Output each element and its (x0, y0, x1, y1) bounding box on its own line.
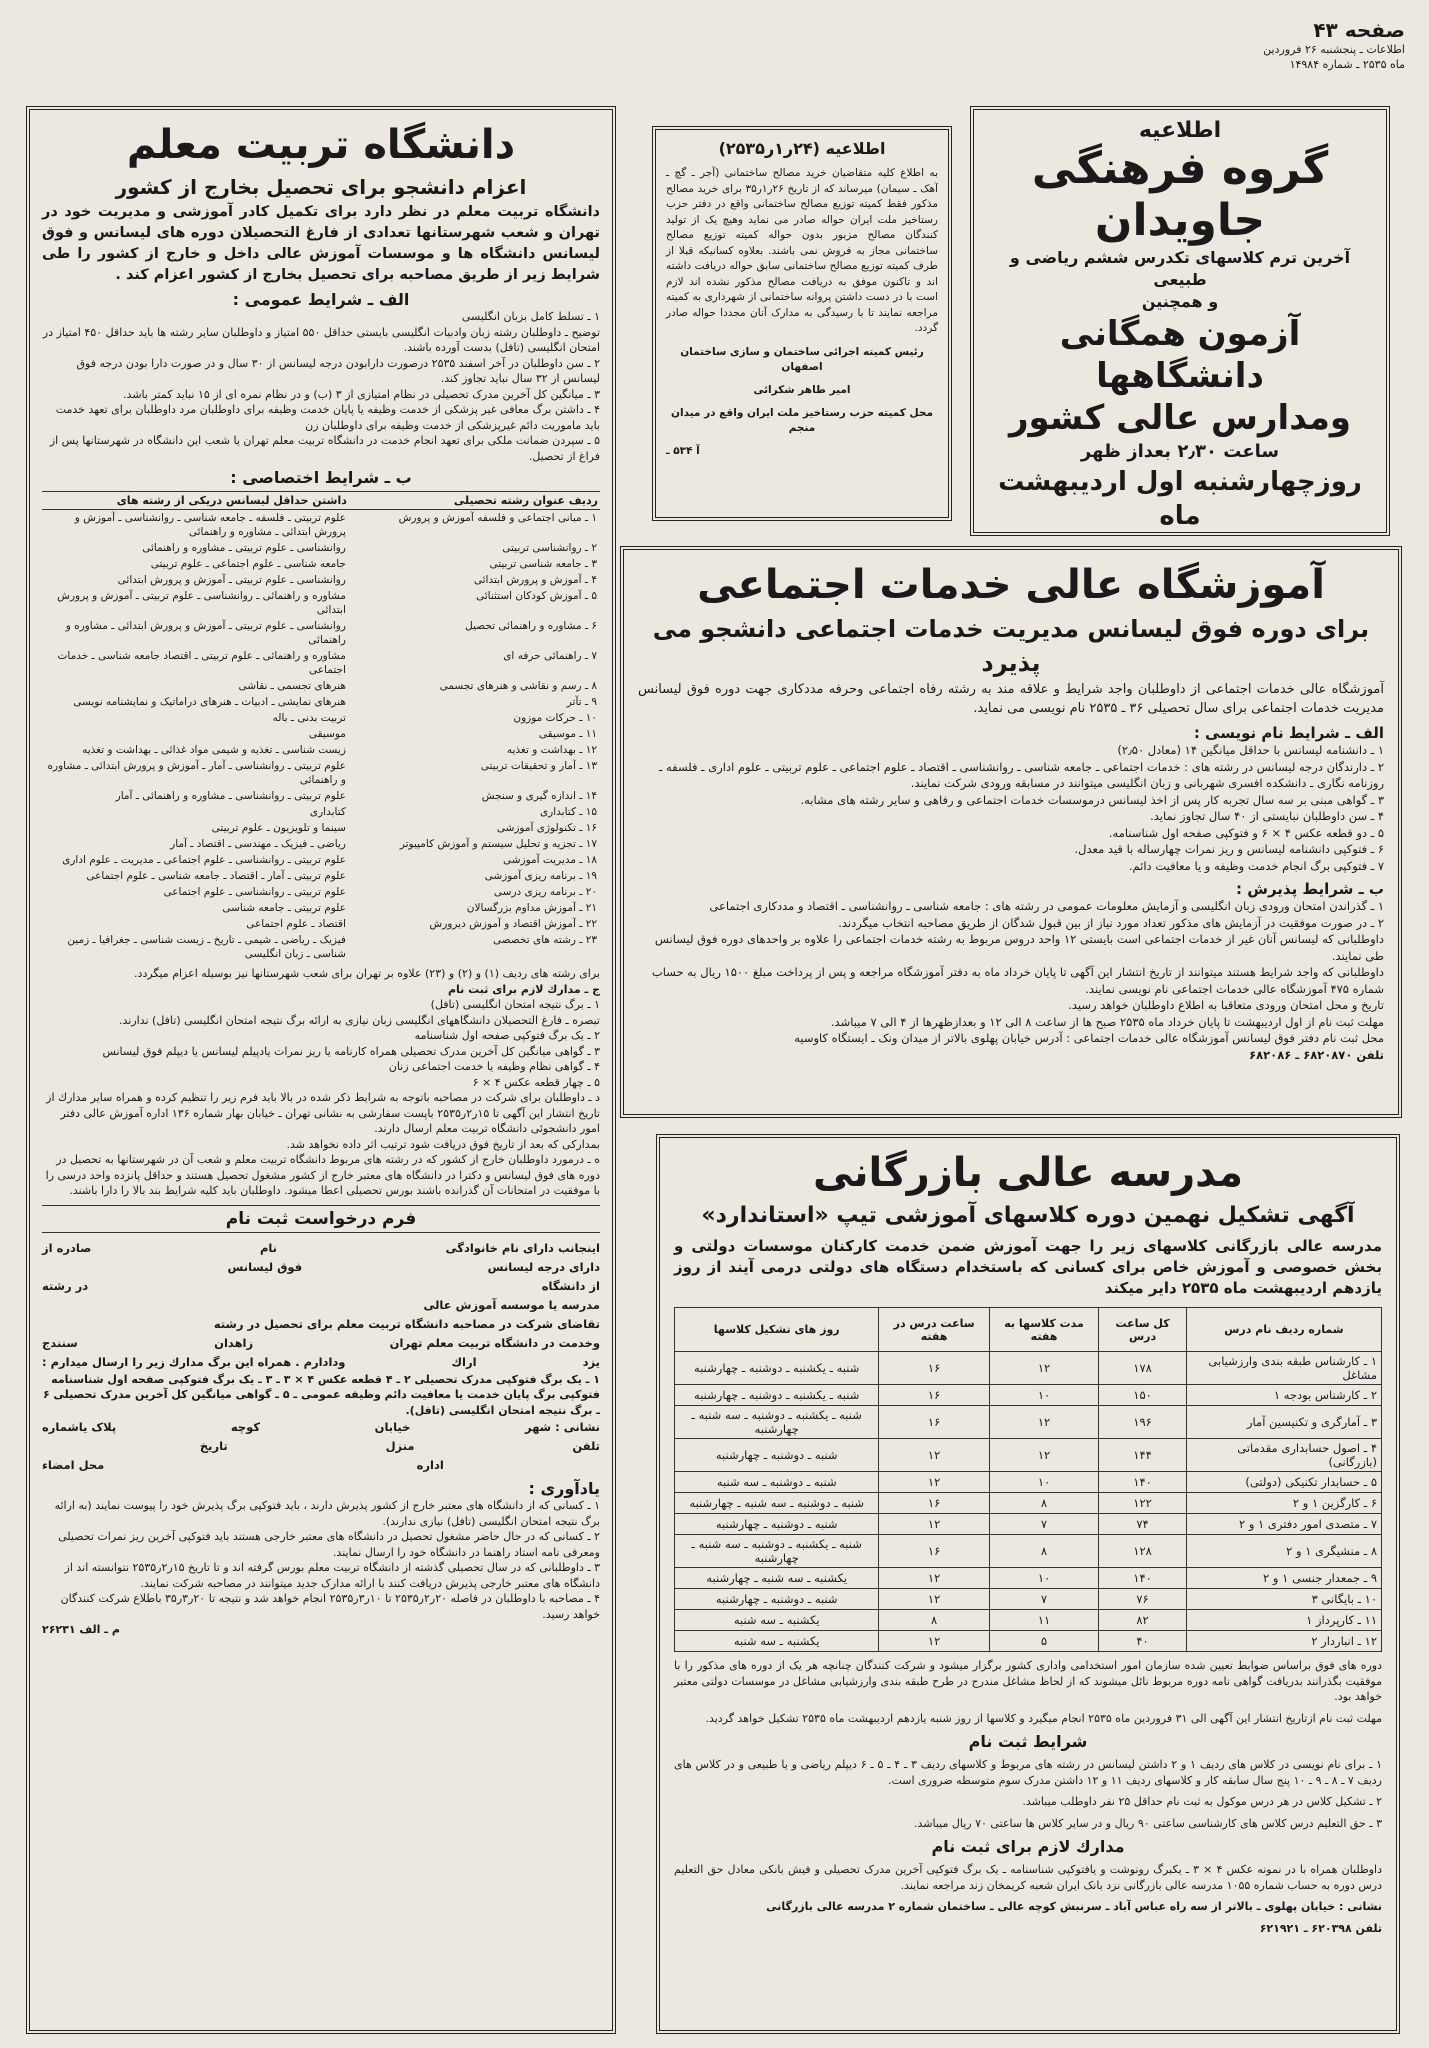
field-title: ۵ ـ آموزش کودکان استثنائی (475, 590, 597, 602)
commerce-address: نشانی : خیابان پهلوی ـ بالاتر از سه راه عباس آباد ـ سرنبش کوچه عالی ـ ساختمان شماره ۲ مدرسه عالی بازرگانی (766, 1900, 1382, 1913)
social-b2: ۲ ـ در صورت موفقیت در آزمایش های مذکور تعداد مورد نیاز از بین قبول شدگان از طریق مصاحبه انتخاب میگردند. (838, 915, 1384, 930)
field-title: ۱۹ ـ برنامه ریزی آموزشی (484, 870, 597, 882)
field-prereq: تربیت بدنی ـ باله (272, 712, 346, 724)
course-cell: ۸۲ (1099, 1610, 1186, 1631)
field-title: ۱۱ ـ موسیقی (538, 728, 597, 740)
course-row (675, 1589, 1382, 1610)
materials-notice (652, 126, 952, 521)
course-cell: شنبه ـ یکشنبه ـ دوشنبه ـ سه شنبه ـ چهارشنبه (675, 1535, 879, 1568)
course-cell: ۷ (989, 1514, 1099, 1535)
field-row (42, 510, 600, 541)
social-a5: ۵ ـ دو قطعه عکس ۴ × ۶ و فتوکپی صفحه اول شناسنامه. (1108, 825, 1384, 840)
course-cell: شنبه ـ دوشنبه ـ سه شنبه ـ چهارشنبه (675, 1493, 879, 1514)
tarbiat-a4: ۳ ـ میانگین کل آخرین مدرک تحصیلی در نظام امتیازی از ۳ (ب) و در نظام نمره ای از ۱۵ نباید کمتر باشد. (123, 387, 600, 401)
fields-table-body (42, 510, 600, 963)
form-degree-ma: فوق لیسانس (227, 1259, 303, 1274)
field-title: ۱۶ ـ تکنولوژی آموزشی (496, 822, 597, 834)
form-row-4 (42, 1296, 600, 1315)
form-row-2 (42, 1258, 600, 1277)
field-prereq: مشاوره و راهنمائی ـ علوم تربیتی ـ اقتصاد جامعه شناسی ـ خدمات اجتماعی (57, 650, 346, 676)
tarbiat-n2: ۲ ـ کسانی که در حال حاضر مشغول تحصیل در دانشگاه های معتبر خارجی هستند باید فتوکپی آخرین ریز نمرات تحصیلی ومعرفی نامه استاد راهنما در دانشگاه خود را ارسال نمایند. (58, 1530, 600, 1559)
notice-signature-1: رئیس کمیته اجرائی ساختمان و سازی ساختمان اصفهان (680, 345, 924, 373)
field-prereq: جامعه شناسی ـ علوم اجتماعی ـ علوم تربیتی (150, 558, 346, 570)
field-title: ۴ ـ آموزش و پرورش ابتدائی (473, 574, 597, 586)
tarbiat-n3: ۳ ـ داوطلبانی که در سال تحصیلی گذشته از دانشگاه تربیت معلم بورس گرفته اند و تا تاریخ ۱۵ر۲ر۲۵۳۵ نتوانسته اند از دانشگاه های معتبر خارجی پذیرش دریافت کنند با ارائه مدارک جدید میتوانند در مصاحبه شرکت نمایند. (64, 1561, 600, 1590)
course-cell: ۶ ـ کارگزین ۱ و ۲ (1186, 1493, 1381, 1514)
course-cell: ۷ ـ متصدی امور دفتری ۱ و ۲ (1186, 1514, 1381, 1535)
course-cell: ۱۰ (989, 1568, 1099, 1589)
form-phone: تلفن (572, 1439, 600, 1453)
field-row (42, 540, 600, 556)
course-col-header: کل ساعت درس (1099, 1308, 1186, 1352)
form-row-sign (42, 1456, 600, 1475)
form-row-phone (42, 1437, 600, 1456)
course-cell: ۱۲۸ (1099, 1535, 1186, 1568)
field-row (42, 556, 600, 572)
course-row (675, 1514, 1382, 1535)
course-cell: ۱۴۴ (1099, 1439, 1186, 1472)
field-title: ۲۰ ـ برنامه ریزی درسی (493, 886, 597, 898)
form-zahedan: زاهدان (214, 1335, 254, 1350)
javidan-place (984, 533, 1376, 536)
notes-title: یادآوری : (528, 1479, 600, 1498)
field-prereq: علوم تربیتی ـ فلسفه ـ جامعه شناسی ـ روانشناسی ـ آموزش و پرورش ابتدائی ـ مشاوره و راهنمائی (74, 512, 346, 538)
field-prereq: اقتصاد ـ علوم اجتماعی (246, 918, 346, 930)
commerce-d1: داوطلبان همراه با در نمونه عکس ۴ × ۳ ـ یکبرگ رونوشت و یافتوکپی شناسنامه ـ یک برگ فتوکپی آخرین مدرک تحصیلی و فیش بانکی معادل حق التعلیم درس دوره به حساب شماره ۱۰۵۵ مدرسه عالی بازرگانی نزد بانک ایران شعبه کریمخان زند مراجعه نمایند. (674, 1863, 1382, 1892)
course-row (675, 1406, 1382, 1439)
field-title: ۱۲ ـ بهداشت و تغذیه (506, 744, 597, 756)
course-cell: ۷۶ (1099, 1589, 1186, 1610)
masthead (1205, 18, 1405, 72)
field-row (42, 788, 600, 804)
social-subtitle: برای دوره فوق لیسانس مدیریت خدمات اجتماعی دانشجو می پذیرد (652, 615, 1370, 677)
course-cell: شنبه ـ یکشنبه ـ دوشنبه ـ چهارشنبه (675, 1385, 879, 1406)
fields-col-left: داشتن حداقل لیسانس دریکی از رشته های (42, 492, 349, 510)
field-row (42, 852, 600, 868)
form-street: خیابان (374, 1420, 411, 1434)
field-prereq: علوم تربیتی ـ آمار ـ اقتصاد ـ جامعه شناسی ـ علوم اجتماعی (86, 870, 346, 882)
social-title: آموزشگاه عالی خدمات اجتماعی (697, 562, 1325, 608)
social-a2: ۲ ـ دارندگان درجه لیسانس در رشته های : خدمات اجتماعی ـ جامعه شناسی ـ روانشناسی ـ اقتصاد ـ علوم اجتماعی ـ علوم تربیتی ـ علوم اداری ـ فلسفه ـ روزنامه نگاری ـ دانشکده افسری شهربانی و زبان انگلیسی میتوانند در مسابقه ورودی شرکت نمایند. (658, 759, 1384, 790)
javidan-date: روزچهارشنبه اول اردیبهشت ماه (998, 467, 1362, 531)
course-cell: ۱۰ (989, 1385, 1099, 1406)
tarbiat-p4: تبصره ـ فارغ التحصیلان دانشگاههای انگلیسی زبان نیازی به ارائه برگ نتیجه امتحان انگلیسی (تافل) ندارند. (119, 1013, 600, 1027)
tarbiat-p5: ۲ ـ یک برگ فتوکپی صفحه اول شناسنامه (414, 1029, 600, 1042)
social-section-b: ب ـ شرایط پذیرش : (1236, 880, 1384, 898)
tarbiat-section-a: الف ـ شرایط عمومی : (232, 290, 410, 309)
social-intro: آموزشگاه عالی خدمات اجتماعی از داوطلبان واجد شرایط و علاقه مند به رشته رفاه اجتماعی وحرفه مددکاری جهت دوره فوق لیسانس مدیریت خدمات اجتماعی برای سال تحصیلی ۳۶ ـ ۲۵۳۵ نام نویسی می نماید. (638, 682, 1384, 716)
field-title: ۹ ـ تآتر (566, 696, 597, 708)
form-degree-ba: دارای درجه لیسانس (487, 1259, 600, 1274)
field-row (42, 694, 600, 710)
field-title: ۱۳ ـ آمار و تحقیقات تربیتی (480, 760, 597, 772)
form-plaque: پلاک یاشماره (42, 1420, 117, 1434)
commerce-phone: تلفن ۶۲۰۳۹۸ ـ ۶۲۱۹۲۱ (1259, 1921, 1382, 1935)
social-b7: محل ثبت نام دفتر فوق لیسانس آموزشگاه عالی خدمات اجتماعی : آدرس خیابان پهلوی بالاتر از میدان ونک ـ ایستگاه کاوسیه (794, 1031, 1384, 1045)
field-prereq: روانشناسی ـ علوم تربیتی ـ آموزش و پرورش ابتدائی (117, 574, 346, 586)
field-prereq: موسیقی (308, 728, 346, 740)
field-prereq: مشاوره و راهنمائی ـ روانشناسی ـ علوم تربیتی ـ آموزش و پرورش ابتدائی (57, 590, 346, 616)
form-row-1 (42, 1239, 600, 1258)
course-col-header: مدت کلاسها به هفته (989, 1308, 1099, 1352)
field-title: ۲۲ ـ آموزش اقتصاد و آموزش دیرورش (429, 918, 597, 930)
social-b3: داوطلبانی که لیسانس آنان غیر از خدمات اجتماعی است بایستی ۱۲ واحد دروس مربوط به رشته خدمات اجتماعی را علاوه بر واحدهای دوره فوق لیسانس طی نمایند. (654, 932, 1384, 963)
tarbiat-p11: ه ـ درمورد داوطلبان خارج از کشور که در رشته های مربوط دانشگاه تربیت معلم و شعب آن در شهرستانها به تحصیل در دوره های فوق لیسانس و دکترا در دانشگاه های معتبر خارج از کشور مشغول تحصیل هستند و حداقل پانزده واحد درسی را با موفقیت در امتحانات آن گذرانده باشند بورس تحصیلی اعطا میشود. داوطلبان باید کلیه شرایط بند بالا را دارا باشند. (45, 1153, 600, 1197)
tarbiat-code: م ـ الف ۲۶۲۳۱ (42, 1623, 120, 1636)
form-institute: مدرسه یا موسسه آموزش عالی (423, 1297, 600, 1312)
social-b4: داوطلبانی که واجد شرایط هستند میتوانند از تاریخ انتشار این آگهی تا پایان خرداد ماه به دفتر آموزشگاه مراجعه و پس از پرداخت مبلغ ۱۵۰۰ ریال به حساب شماره ۴۷۵ آموزشگاه عالی خدمات اجتماعی نام نویسی نمایند. (651, 965, 1384, 996)
course-cell: ۱ ـ کارشناس طبقه بندی وارزشیابی مشاغل (1186, 1352, 1381, 1385)
field-title: ۱۴ ـ اندازه گیری و سنجش (481, 790, 597, 802)
field-row (42, 820, 600, 836)
form-attach: ودادارم . همراه این برگ مدارك زیر را ارسال میدارم : (42, 1354, 346, 1369)
course-row (675, 1385, 1382, 1406)
course-cell: ۲ ـ کارشناس بودجه ۱ (1186, 1385, 1381, 1406)
notice-signature-3: محل کمیته حزب رستاخیز ملت ایران واقع در میدان منجم (671, 406, 933, 434)
course-cell: ۱۲ (879, 1514, 989, 1535)
tarbiat-n1: ۱ ـ کسانی که از دانشگاه های معتبر خارج از کشور پذیرش دارند ، باید فتوکپی برگ پذیرش خود را پیوست نمایند (به ارائه برگ نتیجه امتحان انگلیسی (تافل) نیازی ندارند). (54, 1499, 600, 1528)
course-cell: ۱۶ (879, 1493, 989, 1514)
tarbiat-a1: ۱ ـ تسلط کامل بزبان انگلیسی (461, 310, 600, 323)
form-city: نشانی : شهر (525, 1420, 600, 1434)
field-prereq: هنرهای تجسمی ـ نقاشی (238, 680, 346, 692)
course-cell: ۱۱ (989, 1610, 1099, 1631)
course-row (675, 1535, 1382, 1568)
field-prereq: فیزیک ـ ریاضی ـ شیمی ـ تاریخ ـ زیست شناسی ـ جغرافیا ـ زمین شناسی ـ زبان انگلیسی (67, 934, 346, 960)
course-cell: ۱۹۶ (1099, 1406, 1186, 1439)
field-prereq: علوم تربیتی ـ روانشناسی ـ علوم اجتماعی (163, 886, 346, 898)
field-prereq: سینما و تلویزیون ـ علوم تربیتی (211, 822, 346, 834)
field-title: ۳ ـ جامعه شناسی تربیتی (489, 558, 597, 570)
commerce-registration-title: شرایط ثبت نام (968, 1732, 1088, 1751)
course-row (675, 1493, 1382, 1514)
course-cell: شنبه ـ دوشنبه ـ سه شنبه (675, 1472, 879, 1493)
field-title: ۲ ـ روانشناسی تربیتی (502, 542, 597, 554)
form-yazd: یزد (582, 1354, 600, 1369)
field-title: ۱۵ ـ کتابداری (539, 806, 597, 818)
tarbiat-a6: ۵ ـ سپردن ضمانت ملکی برای تعهد انجام خدمت در دانشگاه تربیت معلم تهران یا شعب این دانشگاه در شهرستانها پس از فراغ از تحصیل. (49, 434, 600, 463)
tarbiat-subtitle: اعزام دانشجو برای تحصیل بخارج از کشور (115, 175, 527, 199)
course-cell: ۱۵۰ (1099, 1385, 1186, 1406)
javidan-title2: آزمون همگانی دانشگاهها (1059, 314, 1301, 396)
field-title: ۷ ـ راهنمائی حرفه ای (503, 650, 597, 662)
course-row (675, 1439, 1382, 1472)
form-signature: محل امضاء (42, 1458, 105, 1472)
course-cell: ۴ ـ اصول حسابداری مقدماتی (بازرگانی) (1186, 1439, 1381, 1472)
course-row (675, 1631, 1382, 1652)
course-cell: ۳ ـ آمارگری و تکنیسین آمار (1186, 1406, 1381, 1439)
field-title: ۱ ـ مبانی اجتماعی و فلسفه آموزش و پرورش (398, 512, 597, 524)
field-title: ۱۷ ـ تجزیه و تحلیل سیستم و آموزش کامپیوتر (399, 838, 597, 850)
form-row-6 (42, 1334, 600, 1353)
course-cell: ۱۰ (989, 1472, 1099, 1493)
course-cell: ۱۲ (989, 1406, 1099, 1439)
course-cell: شنبه ـ دوشنبه ـ چهارشنبه (675, 1589, 879, 1610)
course-cell: ۱۲۲ (1099, 1493, 1186, 1514)
field-title: ۶ ـ مشاوره و راهنمائی تحصیل (465, 620, 597, 632)
notice-body: به اطلاع کلیه متقاضیان خرید مصالح ساختمانی (آجر ـ گچ ـ آهک ـ سیمان) میرساند که از تاریخ ۲۶ر۱ر۳۵ برای خرید مصالح مذکور فقط کمیته توزیع مصالح ساختمانی واقع در دفتر حزب رستاخیز ملت ایران حواله صادر می نماید وهیچ یک از تولید کنندگان مصالح مزبور بدون حواله کمیته توزیع مصالح ساختمانی مجاز به فروش نمی باشند. بعلاوه کسانیکه قبلا از طرف کمیته توزیع مصالح ساختمانی سابق حواله دریافت داشته اند و تاکنون موفق به دریافت مصالح مذکور نشده اند لازم است با در دست داشتن پروانه ساختمانی از شهرداری به کمیته مراجعه نمایند تا با رسیدگی به مدارک آنان مجددا حواله صادر گردد. (666, 167, 938, 334)
tarbiat-title: دانشگاه تربیت معلم (126, 122, 516, 168)
course-cell: ۱۲ (989, 1352, 1099, 1385)
issue-number: ماه ۲۵۳۵ ـ شماره ۱۴۹۸۴ (1289, 58, 1405, 71)
course-col-header: روز های تشکیل کلاسها (675, 1308, 879, 1352)
fields-col-right: ردیف عنوان رشته تحصیلی (349, 492, 600, 510)
field-row (42, 648, 600, 678)
commerce-r3: ۳ ـ حق التعلیم درس کلاس های کارشناسی ساعتی ۹۰ ریال و در سایر کلاس ها ساعتی ۷۰ ریال میباشد. (914, 1816, 1382, 1830)
tarbiat-a2: توضیح ـ داوطلبان رشته زبان وادبیات انگلیسی بایستی حداقل ۵۵۰ امتیاز و داوطلبان سایر رشته ها باید حداقل ۴۵۰ امتیاز در امتحان انگلیسی (تافل) بدست آورده باشند. (42, 325, 600, 354)
social-section-a: الف ـ شرایط نام نویسی : (1193, 724, 1384, 742)
course-col-header: ساعت درس در هفته (879, 1308, 989, 1352)
field-title: ۱۰ ـ حرکات موزون (513, 712, 597, 724)
field-row (42, 932, 600, 962)
field-prereq: علوم تربیتی ـ روانشناسی ـ علوم اجتماعی ـ مدیریت ـ علوم اداری (62, 854, 346, 866)
course-cell: ۱۲ (879, 1439, 989, 1472)
course-cell: ۴۰ (1099, 1631, 1186, 1652)
course-cell: ۸ (989, 1493, 1099, 1514)
javidan-title3: ومدارس عالی کشور (1008, 398, 1352, 438)
course-cell: ۵ (989, 1631, 1099, 1652)
form-service-tehran: وخدمت در دانشگاه تربیت معلم تهران (389, 1335, 600, 1350)
page-number: صفحه ۴۳ (1313, 18, 1405, 42)
course-cell: شنبه ـ یکشنبه ـ دوشنبه ـ چهارشنبه (675, 1352, 879, 1385)
commerce-docs-title: مدارك لازم برای ثبت نام (931, 1837, 1125, 1856)
commerce-school-ad (656, 1134, 1400, 2034)
field-title: ۱۸ ـ مدیریت آموزشی (502, 854, 597, 866)
notice-title: اطلاعیه (۲۴ر۱ر۲۵۳۵) (718, 139, 886, 158)
course-cell: ۱۲ (879, 1589, 989, 1610)
course-cell: ۱۶ (879, 1352, 989, 1385)
field-row (42, 588, 600, 618)
tarbiat-p8: ۵ ـ چهار قطعه عکس ۴ × ۶ (472, 1075, 600, 1089)
field-prereq: هنرهای نمایشی ـ ادبیات ـ هنرهای دراماتیک و نمایشنامه نویسی (73, 696, 346, 708)
tarbiat-p7: ۴ ـ گواهی نظام وظیفه یا خدمت اجتماعی زنان (388, 1060, 600, 1073)
field-row (42, 804, 600, 820)
form-title: فرم درخواست ثبت نام (42, 1205, 600, 1233)
javidan-time: ساعت ۲٫۳۰ بعداز ظهر (1080, 441, 1280, 462)
teacher-university-ad (26, 106, 616, 2034)
field-prereq: علوم تربیتی ـ روانشناسی ـ آمار ـ آموزش و پرورش ابتدائی ـ مشاوره و راهنمائی (47, 760, 346, 786)
field-row (42, 678, 600, 694)
commerce-note-1: دوره های فوق براساس ضوابط تعیین شده سازمان امور استخدامی واداری کشور برگزار میشود و شرکت کنندگان چنانچه هر یک از دوره های مذکور را با موفقیت بگذرانند بدریافت گواهی نامه دوره مربوط نائل میشوند که از لحاظ مشاغل مندرج در طرح طبقه بندی وارزشیابی مشاغل در موسسات دولتی معتبر خواهد بود. (674, 1659, 1382, 1703)
course-cell: ۱۶ (879, 1535, 989, 1568)
course-cell: ۱۶ (879, 1406, 989, 1439)
course-cell: ۸ (879, 1610, 989, 1631)
field-prereq: روانشناسی ـ علوم تربیتی ـ مشاوره و راهنمائی (142, 542, 346, 554)
course-row (675, 1568, 1382, 1589)
course-cell: ۸ ـ منشیگری ۱ و ۲ (1186, 1535, 1381, 1568)
social-a6: ۶ ـ فتوکپی دانشنامه لیسانس و ریز نمرات چهارساله با قید معدل. (1074, 842, 1384, 856)
field-row (42, 900, 600, 916)
tarbiat-p10: بمدارکی که بعد از تاریخ فوق دریافت شود ترتیب اثر داده نخواهد شد. (286, 1137, 600, 1151)
commerce-intro: مدرسه عالی بازرگانی کلاسهای زیر را جهت آموزش ضمن خدمت کارکنان موسسات دولتی و بخش خصوصی و آموزش خاص برای کسانی که باستخدام دستگاه های دولتی درمی آیند از روز یازدهم اردیبهشت ماه ۲۵۳۵ دایر میکند (674, 1237, 1382, 1297)
javidan-ad (970, 106, 1390, 536)
field-prereq: روانشناسی ـ علوم تربیتی ـ آموزش و پرورش ابتدائی ـ مشاوره و راهنمائی (65, 620, 346, 646)
commerce-note-2: مهلت ثبت نام ازتاریخ انتشار این آگهی الی ۳۱ فروردین ماه ۲۵۳۵ انجام میگیرد و کلاسها از روز شنبه یازدهم اردیبهشت ماه ۲۵۳۵ تشکیل خواهد گردید. (705, 1711, 1382, 1725)
commerce-title: مدرسه عالی بازرگانی (812, 1150, 1244, 1196)
tarbiat-p2: ج ـ مدارك لازم برای ثبت نام (447, 982, 600, 996)
field-row (42, 618, 600, 648)
course-cell: ۸ (989, 1535, 1099, 1568)
social-a3: ۳ ـ گواهی مبنی بر سه سال تجربه کار پس از اخذ لیسانس درموسسات خدمات اجتماعی و رفاهی و سایر رشته های مشابه. (800, 792, 1384, 807)
form-alley: کوچه (230, 1420, 261, 1434)
course-cell: ۱۶ (879, 1385, 989, 1406)
field-prereq: کتابداری (309, 806, 346, 818)
field-row (42, 710, 600, 726)
fields-table-header (42, 492, 600, 510)
fields-table (42, 491, 600, 962)
form-request: تقاضای شرکت در مصاحبه دانشگاه تربیت معلم برای تحصیل در رشته (213, 1316, 600, 1331)
form-family-name: اینجانب دارای نام خانوادگی (445, 1240, 600, 1255)
field-row (42, 742, 600, 758)
course-cell: ۵ ـ حسابدار تکنیکی (دولتی) (1186, 1472, 1381, 1493)
course-row (675, 1610, 1382, 1631)
form-home: منزل (385, 1439, 415, 1453)
form-row-5 (42, 1315, 600, 1334)
javidan-title: گروه فرهنگی جاویدان (1031, 143, 1329, 246)
form-name: نام (259, 1240, 278, 1255)
tarbiat-p3: ۱ ـ برگ نتیجه امتحان انگلیسی (تافل) (430, 998, 600, 1011)
course-cell: ۱۴۰ (1099, 1568, 1186, 1589)
field-row (42, 836, 600, 852)
form-date: تاریخ (199, 1439, 228, 1453)
course-cell: ۷ (989, 1589, 1099, 1610)
field-row (42, 884, 600, 900)
course-cell: ۱۲ (989, 1439, 1099, 1472)
javidan-line1: آخرین ترم کلاسهای تکدرس ششم ریاضی و طبیعی (1009, 248, 1351, 289)
field-prereq: علوم تربیتی ـ جامعه شناسی (222, 902, 346, 914)
social-work-ad (620, 546, 1402, 1118)
course-table-body (675, 1352, 1382, 1652)
social-a7: ۷ ـ فتوکپی برگ انجام خدمت وظیفه و یا معافیت دائم. (1128, 858, 1384, 873)
course-table (674, 1307, 1382, 1652)
course-cell: ۱۴۰ (1099, 1472, 1186, 1493)
field-row (42, 868, 600, 884)
tarbiat-intro: دانشگاه تربیت معلم در نظر دارد برای تکمیل کادر آموزشی و مدیریت خود در تهران و شعب شهرستانها تعدادی از فارغ التحصیلان دوره های لیسانس و فوق لیسانس دانشگاه ها و موسسات آموزش عالی داخل و خارج از کشور را طی شرایط زیر از طریق مصاحبه برای تحصیل بخارج از کشور اعزام کند . (42, 204, 600, 283)
tarbiat-p6: ۳ ـ گواهی میانگین کل آخرین مدرک تحصیلی همراه کارنامه یا ریز نمرات یادپیلم لیسانس یا دیپلم فوق لیسانس (102, 1044, 600, 1058)
tarbiat-section-b: ب ـ شرایط اختصاصی : (230, 468, 412, 487)
course-cell: ۱۲ (879, 1568, 989, 1589)
field-row (42, 758, 600, 788)
course-cell: شنبه ـ دوشنبه ـ چهارشنبه (675, 1439, 879, 1472)
field-prereq: ریاضی ـ فیزیک ـ مهندسی ـ اقتصاد ـ آمار (170, 838, 346, 850)
field-title: ۸ ـ رسم و نقاشی و هنرهای تجسمی (439, 680, 597, 692)
field-title: ۲۳ ـ رشته های تخصصی (493, 934, 597, 946)
course-cell: یکشنبه ـ سه شنبه ـ چهارشنبه (675, 1568, 879, 1589)
tarbiat-a3: ۲ ـ سن داوطلبان در آخر اسفند ۲۵۳۵ درصورت دارابودن درجه لیسانس از ۳۰ سال و در صورت دارا بودن درجه فوق لیسانس از ۳۲ سال نباید تجاوز کند. (76, 356, 600, 385)
commerce-subtitle: آگهی تشکیل نهمین دوره کلاسهای آموزشی تیپ «استاندارد» (701, 1203, 1355, 1228)
form-major: در رشته (42, 1278, 89, 1293)
social-a4: ۴ ـ سن داوطلبان نبایستی از ۴۰ سال تجاوز نماید. (1150, 809, 1384, 823)
notice-signature-2: امیر طاهر شکرائی (753, 383, 851, 396)
course-cell: ۱۱ ـ کارپرداز ۱ (1186, 1610, 1381, 1631)
course-cell: شنبه ـ دوشنبه ـ چهارشنبه (675, 1514, 879, 1535)
form-sanandaj: سنندج (42, 1335, 78, 1350)
form-arak: اراك (451, 1354, 477, 1369)
course-cell: ۱۰ ـ بایگانی ۳ (1186, 1589, 1381, 1610)
field-prereq: علوم تربیتی ـ روانشناسی ـ مشاوره و راهنمائی ـ آمار (115, 790, 346, 802)
form-issued-at: صادره از (42, 1240, 92, 1255)
form-row-7 (42, 1353, 600, 1372)
social-a1: ۱ ـ دانشنامه لیسانس با حداقل میانگین ۱۴ (معادل ۲٫۵۰) (1117, 743, 1384, 757)
commerce-r2: ۲ ـ تشکیل کلاس در هر درس موکول به ثبت نام حداقل ۲۵ نفر داوطلب میباشد. (1022, 1795, 1382, 1808)
course-cell: ۱۷۸ (1099, 1352, 1186, 1385)
course-cell: یکشنبه ـ سه شنبه (675, 1610, 879, 1631)
course-row (675, 1352, 1382, 1385)
javidan-notice-label: اطلاعیه (1138, 118, 1222, 143)
course-table-header (675, 1308, 1382, 1352)
course-cell: ۱۲ (879, 1631, 989, 1652)
form-docs-1: ۱ ـ یک برگ فتوکپی مدرک تحصیلی ۲ ـ ۴ قطعه عکس ۴ × ۳ ـ ۳ ـ یک برگ فتوکپی صفحه اول شناسنامه (51, 1372, 600, 1386)
course-cell: ۱۲ ـ انباردار ۲ (1186, 1631, 1381, 1652)
field-title: ۲۱ ـ آموزش مداوم بزرگسالان (466, 902, 597, 914)
course-col-header: شماره ردیف نام درس (1186, 1308, 1381, 1352)
tarbiat-n4: ۴ ـ مصاحبه با داوطلبان در فاصله ۲۰ر۲ر۲۵۳۵ تا ۱۰ر۳ر۲۵۳۵ انجام خواهد شد و نتیجه تا ۲۰ر۳ر۳۵ باطلاع شرکت کنندگان خواهد رسید. (60, 1592, 600, 1621)
course-cell: یکشنبه ـ سه شنبه (675, 1631, 879, 1652)
commerce-r1: ۱ ـ برای نام نویسی در کلاس های ردیف ۱ و ۲ داشتن لیسانس در رشته های مربوط و کلاسهای ردیف ۳ ـ ۴ ـ ۵ ـ ۶ دیپلم ریاضی و یا طبیعی و در کلاس های ردیف ۷ ـ ۸ ـ ۹ ـ ۱۰ پنج سال سابقه کار و کلاسهای ردیف ۱۱ و ۱۲ داشتن مدرک سوم متوسطه ضروری است. (674, 1758, 1383, 1787)
social-b6: مهلت ثبت نام از اول اردیبهشت تا پایان خرداد ماه ۲۵۳۵ صبح ها از ساعت ۸ الی ۱۲ و بعدازظهرها از ۴ الی ۷ میباشد. (830, 1014, 1384, 1029)
form-docs-2: فتوکپی برگ پایان خدمت یا معافیت دائم وظیفه عمومی ـ ۵ ـ گواهی میانگین کل آخرین مدرک تحصیلی ۶ ـ برگ نتیجه امتحان انگلیسی (تافل). (42, 1388, 600, 1417)
field-row (42, 572, 600, 588)
form-row-3 (42, 1277, 600, 1296)
tarbiat-p9: د ـ داوطلبان برای شرکت در مصاحبه باتوجه به شرایط ذکر شده در بالا باید فرم زیر را تنظیم کرده و همراه سایر مدارك از تاریخ انتشار این آگهی تا ۱۵ر۲ر۲۵۳۵ باپست سفارشی به نشانی تهران ـ خیابان بهار شماره ۱۳۶ اداره آموزش عالی دفتر امور دانشجوئی دانشگاه تربیت معلم ارسال دارند. (46, 1091, 600, 1135)
form-office: اداره (416, 1458, 444, 1472)
social-b5: تاریخ و محل امتحان ورودی متعاقبا به اطلاع داوطلبان خواهد رسید. (1068, 998, 1384, 1012)
issue-date: اطلاعات ـ پنجشنبه ۲۶ فروردین (1263, 43, 1405, 56)
course-cell: ۱۲ (879, 1472, 989, 1493)
social-b1: ۱ ـ گذراندن امتحان ورودی زبان انگلیسی و آزمایش معلومات عمومی در رشته های : جامعه شناسی ـ روانشناسی ـ اقتصاد و مددکاری اجتماعی (709, 899, 1384, 913)
tarbiat-a5: ۴ ـ داشتن برگ معافی غیر پزشکی از خدمت وظیفه یا پایان خدمت وظیفه برای داوطلبان مرد داوطلبان برای تعهد خدمت باید ماموریت دائم غیرپزشکی از خدمت وظیفه برای داوطلبان زن (55, 403, 600, 432)
course-cell: شنبه ـ یکشنبه ـ دوشنبه ـ سه شنبه ـ چهارشنبه (675, 1406, 879, 1439)
field-row (42, 726, 600, 742)
social-phone: تلفن ۶۸۲۰۸۷۰ ـ ۶۸۲۰۸۶ (1249, 1047, 1384, 1062)
notice-code: آ ۵۳۴ ـ (666, 444, 700, 457)
course-cell: ۹ ـ جمعدار جنسی ۱ و ۲ (1186, 1568, 1381, 1589)
field-prereq: زیست شناسی ـ تغذیه و شیمی مواد غذائی ـ بهداشت و تغذیه (82, 744, 346, 756)
tarbiat-p1: برای رشته های ردیف (۱) و (۲) و (۲۳) علاوه بر تهران برای شعب شهرستانها نیز بوسیله اعزام میگردد. (134, 967, 600, 980)
field-row (42, 916, 600, 932)
course-cell: ۷۴ (1099, 1514, 1186, 1535)
form-row-address (42, 1418, 600, 1437)
course-row (675, 1472, 1382, 1493)
javidan-line2: و همچنین (1141, 292, 1219, 311)
form-university: از دانشگاه (541, 1278, 600, 1293)
